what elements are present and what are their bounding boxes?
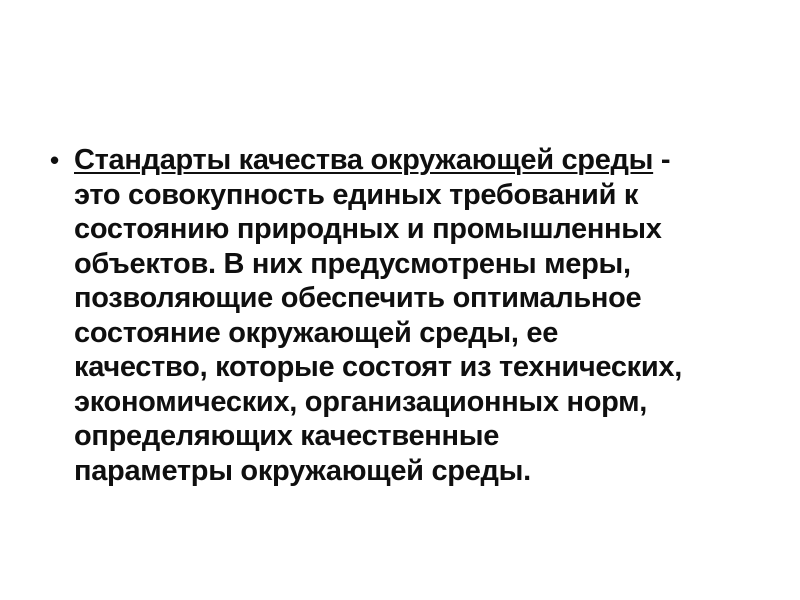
- text-line: определяющих качественные: [74, 420, 500, 452]
- underlined-term: Стандарты качества окружающей среды: [74, 144, 654, 176]
- text-line: качество, которые состоят из технических,: [74, 351, 683, 383]
- text-line: [74, 143, 770, 178]
- term-suffix: -: [653, 144, 671, 176]
- text-line: экономических, организационных норм,: [74, 385, 648, 418]
- text-line: это совокупность единых требований к: [74, 178, 639, 211]
- bullet-marker: •: [50, 145, 60, 175]
- bullet-item: [50, 143, 770, 488]
- text-line: позволяющие обеспечить оптимальное: [74, 282, 642, 314]
- text-line: состояние окружающей среды, ее: [74, 316, 559, 349]
- bullet-text-block: [74, 143, 770, 488]
- text-line: состоянию природных и промышленных: [74, 213, 662, 245]
- text-line: объектов. В них предусмотрены меры,: [74, 247, 631, 280]
- text-line: параметры окружающей среды.: [74, 454, 531, 487]
